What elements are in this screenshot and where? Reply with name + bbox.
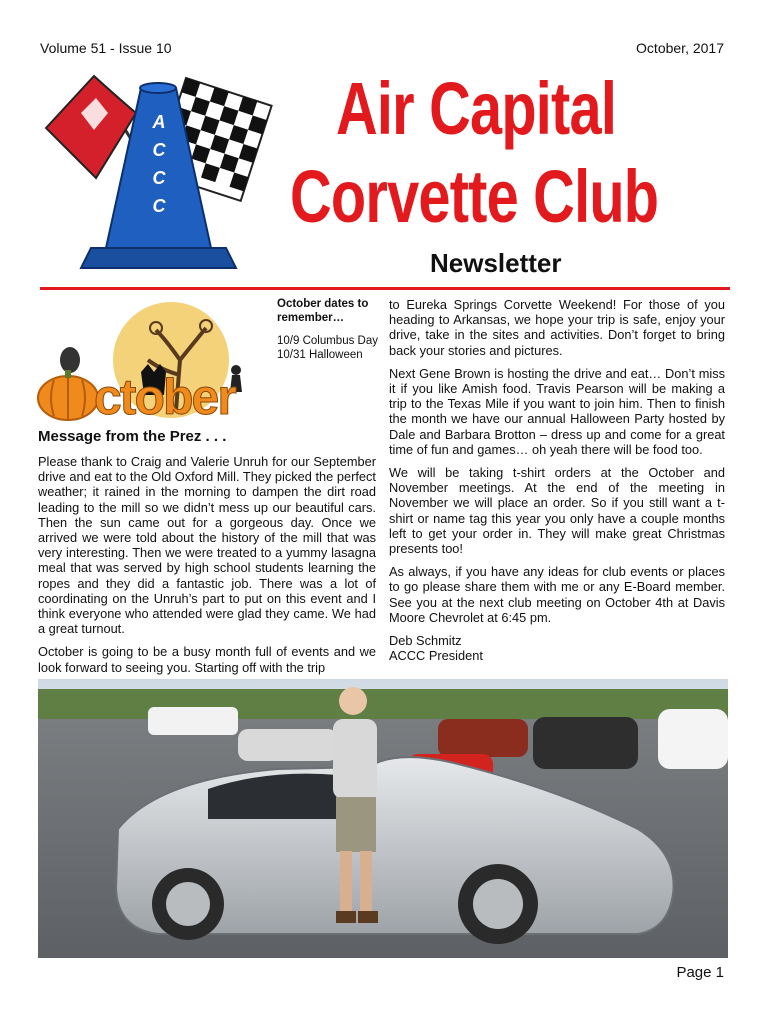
volume-issue: Volume 51 - Issue 10 — [40, 40, 172, 56]
dates-heading: October dates to remember… — [277, 298, 369, 325]
issue-date: October, 2017 — [636, 40, 724, 56]
paragraph: to Eureka Springs Corvette Weekend! For those of you heading to Arkansas, we hope your trip is safe, enjoy your drive, take in the sites and activities. Don’t forget to bring back your stories and pictures. — [389, 297, 725, 358]
date-item: 10/31 Halloween — [277, 349, 363, 362]
masthead-line1: Air Capital — [336, 67, 617, 150]
date-item: 10/9 Columbus Day — [277, 334, 378, 347]
paragraph: Please thank to Craig and Valerie Unruh for our September drive and eat to the Old Oxford Mill. They picked the perfect weather; it rained in the morning to dampen the dirt road leading to the mill so we didn’t mess up our beautiful cars. Then the sun came out for a gorgeous day. Once we arrived we were told about the history of the mill that was very interesting. Then we were treated to a yummy lasagna meal that was served by high school students learning the ropes and they did a fantastic job. There was a lot of coordinating on the Unruh’s part to put on this event and I think everyone who attended were glad they came. We had a great turnout. — [38, 454, 376, 637]
paragraph: As always, if you have any ideas for club events or places to go please share them with me or any E-Board member. See you at the next club meeting on October 4th at Davis Moore Chevrolet at 6:45 pm. — [389, 564, 725, 625]
logo-letter-c3: C — [152, 196, 166, 216]
october-graphic — [36, 300, 281, 425]
newsletter-subtitle: Newsletter — [430, 248, 562, 278]
dates-box — [277, 297, 387, 363]
october-word: ctober — [94, 369, 235, 425]
paragraph: October is going to be a busy month full of events and we look forward to seeing you. Starting off with the trip — [38, 644, 376, 675]
page-number: Page 1 — [676, 964, 724, 981]
paragraph: Next Gene Brown is hosting the drive and eat… Don’t miss it if you like Amish food. Travis Pearson will be making a trip to the Texas Mile if you want to join him. Then to finish the month we have our annual Halloween Party hosted by Dale and Barbara Brotton – dress up and come for a great time of fun and games… oh yeah there will be food too. — [389, 365, 725, 457]
signature-title: ACCC President — [389, 648, 483, 664]
paragraph: We will be taking t-shirt orders at the October and November meetings. At the end of the meeting in November we will place an order. So if you still want a t-shirt or name tag this year you only have a couple months left to get your order in. They will make great Christmas presents too! — [389, 465, 725, 557]
accc-logo — [36, 58, 296, 273]
logo-letter-a: A — [152, 112, 166, 132]
corvette-photo — [38, 679, 728, 958]
prez-heading: Message from the Prez . . . — [38, 428, 227, 445]
masthead-line2: Corvette Club — [290, 155, 659, 238]
signature-name: Deb Schmitz — [389, 633, 462, 649]
logo-letter-c2: C — [152, 168, 166, 188]
prez-left-column — [38, 454, 376, 683]
logo-letter-c1: C — [152, 140, 166, 160]
prez-right-column — [389, 297, 725, 663]
header-rule — [40, 287, 730, 290]
